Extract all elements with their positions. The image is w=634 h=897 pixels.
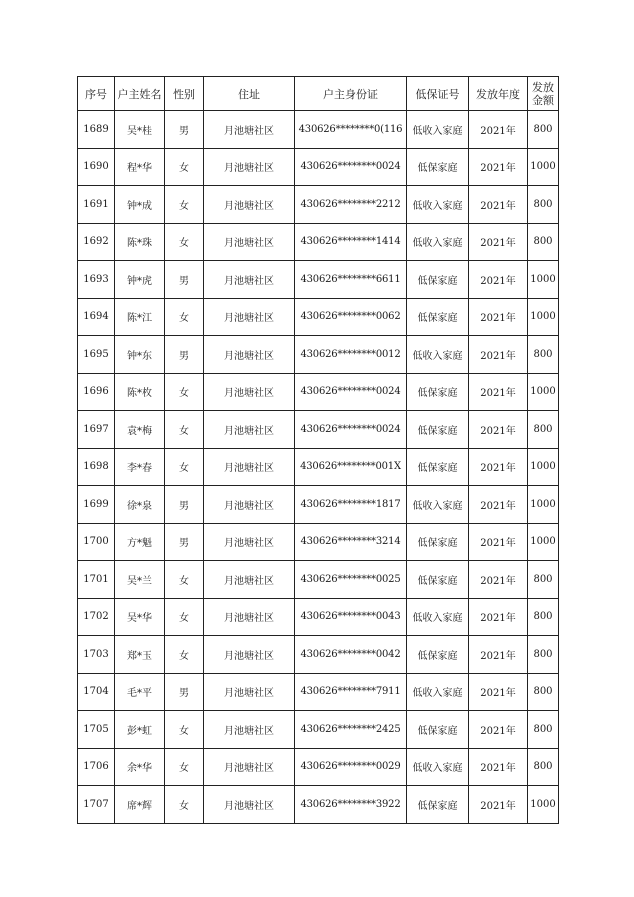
cell-issue-year: 2021年 <box>469 411 528 449</box>
cell-id-number: 430626********2425 <box>295 711 407 749</box>
cell-address: 月池塘社区 <box>204 223 295 261</box>
cell-householder-name: 钟*虎 <box>115 261 165 299</box>
cell-address: 月池塘社区 <box>204 711 295 749</box>
cell-issue-year: 2021年 <box>469 448 528 486</box>
cell-address: 月池塘社区 <box>204 448 295 486</box>
cell-gender: 男 <box>165 261 204 299</box>
cell-householder-name: 陈*珠 <box>115 223 165 261</box>
cell-gender: 男 <box>165 111 204 149</box>
table-row <box>78 261 559 299</box>
cell-issue-year: 2021年 <box>469 711 528 749</box>
table-row <box>78 486 559 524</box>
cell-householder-name: 李*春 <box>115 448 165 486</box>
table-row <box>78 298 559 336</box>
cell-gender: 女 <box>165 411 204 449</box>
cell-householder-name: 方*魁 <box>115 523 165 561</box>
cell-address: 月池塘社区 <box>204 786 295 824</box>
cell-gender: 女 <box>165 786 204 824</box>
cell-certificate-no: 低保家庭 <box>407 148 469 186</box>
table-row <box>78 636 559 674</box>
cell-gender: 女 <box>165 748 204 786</box>
cell-gender: 女 <box>165 636 204 674</box>
cell-id-number: 430626********0043 <box>295 598 407 636</box>
cell-householder-name: 钟*成 <box>115 186 165 224</box>
table-row <box>78 561 559 599</box>
header-issue-year: 发放年度 <box>469 77 528 111</box>
cell-serial-no: 1694 <box>78 298 115 336</box>
header-id-number: 户主身份证 <box>295 77 407 111</box>
cell-certificate-no: 低收入家庭 <box>407 336 469 374</box>
cell-certificate-no: 低保家庭 <box>407 411 469 449</box>
table-row <box>78 148 559 186</box>
cell-certificate-no: 低收入家庭 <box>407 111 469 149</box>
cell-address: 月池塘社区 <box>204 636 295 674</box>
cell-id-number: 430626********0012 <box>295 336 407 374</box>
cell-id-number: 430626********0029 <box>295 748 407 786</box>
cell-address: 月池塘社区 <box>204 186 295 224</box>
cell-address: 月池塘社区 <box>204 411 295 449</box>
cell-issue-year: 2021年 <box>469 786 528 824</box>
table-row <box>78 411 559 449</box>
cell-address: 月池塘社区 <box>204 373 295 411</box>
cell-address: 月池塘社区 <box>204 336 295 374</box>
cell-gender: 女 <box>165 561 204 599</box>
cell-serial-no: 1699 <box>78 486 115 524</box>
cell-issue-year: 2021年 <box>469 186 528 224</box>
table-row <box>78 673 559 711</box>
cell-serial-no: 1697 <box>78 411 115 449</box>
cell-id-number: 430626********001X <box>295 448 407 486</box>
cell-gender: 女 <box>165 598 204 636</box>
cell-id-number: 430626********0024 <box>295 411 407 449</box>
header-certificate-no: 低保证号 <box>407 77 469 111</box>
cell-address: 月池塘社区 <box>204 598 295 636</box>
cell-address: 月池塘社区 <box>204 261 295 299</box>
cell-issue-amount: 1000 <box>528 261 559 299</box>
cell-issue-year: 2021年 <box>469 336 528 374</box>
cell-issue-amount: 1000 <box>528 148 559 186</box>
table-row <box>78 748 559 786</box>
cell-certificate-no: 低保家庭 <box>407 711 469 749</box>
cell-gender: 女 <box>165 223 204 261</box>
cell-issue-year: 2021年 <box>469 298 528 336</box>
cell-householder-name: 袁*梅 <box>115 411 165 449</box>
table-row <box>78 111 559 149</box>
cell-certificate-no: 低收入家庭 <box>407 186 469 224</box>
cell-issue-amount: 1000 <box>528 486 559 524</box>
cell-id-number: 430626********0024 <box>295 373 407 411</box>
cell-issue-year: 2021年 <box>469 148 528 186</box>
table-row <box>78 711 559 749</box>
cell-address: 月池塘社区 <box>204 486 295 524</box>
cell-issue-amount: 800 <box>528 636 559 674</box>
table-row <box>78 223 559 261</box>
cell-issue-year: 2021年 <box>469 636 528 674</box>
cell-address: 月池塘社区 <box>204 748 295 786</box>
cell-householder-name: 吴*桂 <box>115 111 165 149</box>
cell-householder-name: 吴*兰 <box>115 561 165 599</box>
subsidy-roster-table <box>77 76 559 824</box>
cell-certificate-no: 低保家庭 <box>407 636 469 674</box>
table-body <box>78 111 559 824</box>
cell-address: 月池塘社区 <box>204 673 295 711</box>
cell-issue-amount: 800 <box>528 411 559 449</box>
cell-householder-name: 徐*泉 <box>115 486 165 524</box>
cell-issue-amount: 1000 <box>528 786 559 824</box>
cell-serial-no: 1706 <box>78 748 115 786</box>
cell-householder-name: 钟*东 <box>115 336 165 374</box>
cell-householder-name: 彭*虹 <box>115 711 165 749</box>
cell-issue-amount: 800 <box>528 186 559 224</box>
header-gender: 性别 <box>165 77 204 111</box>
cell-gender: 男 <box>165 673 204 711</box>
cell-householder-name: 程*华 <box>115 148 165 186</box>
cell-id-number: 430626********7911 <box>295 673 407 711</box>
cell-serial-no: 1691 <box>78 186 115 224</box>
table-row <box>78 598 559 636</box>
cell-gender: 女 <box>165 298 204 336</box>
cell-householder-name: 吴*华 <box>115 598 165 636</box>
cell-gender: 女 <box>165 186 204 224</box>
cell-serial-no: 1701 <box>78 561 115 599</box>
cell-address: 月池塘社区 <box>204 561 295 599</box>
table-row <box>78 523 559 561</box>
cell-serial-no: 1693 <box>78 261 115 299</box>
table-row <box>78 186 559 224</box>
cell-certificate-no: 低保家庭 <box>407 261 469 299</box>
cell-id-number: 430626********0042 <box>295 636 407 674</box>
cell-address: 月池塘社区 <box>204 298 295 336</box>
cell-id-number: 430626********0025 <box>295 561 407 599</box>
cell-issue-year: 2021年 <box>469 748 528 786</box>
cell-householder-name: 席*辉 <box>115 786 165 824</box>
cell-id-number: 430626********0(116 <box>295 111 407 149</box>
cell-serial-no: 1690 <box>78 148 115 186</box>
cell-issue-amount: 1000 <box>528 448 559 486</box>
cell-serial-no: 1704 <box>78 673 115 711</box>
cell-issue-amount: 800 <box>528 561 559 599</box>
cell-certificate-no: 低收入家庭 <box>407 223 469 261</box>
cell-issue-year: 2021年 <box>469 373 528 411</box>
cell-certificate-no: 低保家庭 <box>407 786 469 824</box>
table-row <box>78 448 559 486</box>
cell-id-number: 430626********1414 <box>295 223 407 261</box>
cell-serial-no: 1702 <box>78 598 115 636</box>
cell-issue-amount: 800 <box>528 711 559 749</box>
cell-certificate-no: 低保家庭 <box>407 448 469 486</box>
cell-address: 月池塘社区 <box>204 148 295 186</box>
cell-id-number: 430626********0024 <box>295 148 407 186</box>
table-row <box>78 373 559 411</box>
cell-gender: 男 <box>165 336 204 374</box>
cell-issue-amount: 1000 <box>528 373 559 411</box>
cell-id-number: 430626********6611 <box>295 261 407 299</box>
header-address: 住址 <box>204 77 295 111</box>
cell-certificate-no: 低收入家庭 <box>407 748 469 786</box>
cell-householder-name: 郑*玉 <box>115 636 165 674</box>
cell-id-number: 430626********0062 <box>295 298 407 336</box>
cell-issue-year: 2021年 <box>469 486 528 524</box>
cell-issue-year: 2021年 <box>469 261 528 299</box>
cell-issue-amount: 1000 <box>528 523 559 561</box>
cell-serial-no: 1698 <box>78 448 115 486</box>
cell-issue-year: 2021年 <box>469 223 528 261</box>
header-serial-no: 序号 <box>78 77 115 111</box>
cell-serial-no: 1689 <box>78 111 115 149</box>
cell-serial-no: 1700 <box>78 523 115 561</box>
cell-serial-no: 1692 <box>78 223 115 261</box>
cell-issue-amount: 1000 <box>528 298 559 336</box>
cell-gender: 男 <box>165 486 204 524</box>
cell-issue-year: 2021年 <box>469 111 528 149</box>
cell-certificate-no: 低收入家庭 <box>407 673 469 711</box>
table-row <box>78 336 559 374</box>
cell-issue-year: 2021年 <box>469 673 528 711</box>
cell-address: 月池塘社区 <box>204 523 295 561</box>
cell-id-number: 430626********3922 <box>295 786 407 824</box>
cell-address: 月池塘社区 <box>204 111 295 149</box>
cell-gender: 女 <box>165 711 204 749</box>
cell-serial-no: 1705 <box>78 711 115 749</box>
cell-issue-amount: 800 <box>528 673 559 711</box>
header-issue-amount: 发放金额 <box>528 77 559 111</box>
cell-certificate-no: 低保家庭 <box>407 373 469 411</box>
header-row <box>78 77 559 111</box>
cell-issue-amount: 800 <box>528 223 559 261</box>
cell-certificate-no: 低保家庭 <box>407 523 469 561</box>
cell-serial-no: 1695 <box>78 336 115 374</box>
cell-certificate-no: 低收入家庭 <box>407 486 469 524</box>
cell-certificate-no: 低保家庭 <box>407 298 469 336</box>
cell-serial-no: 1707 <box>78 786 115 824</box>
cell-householder-name: 毛*平 <box>115 673 165 711</box>
cell-issue-amount: 800 <box>528 748 559 786</box>
cell-id-number: 430626********3214 <box>295 523 407 561</box>
cell-issue-year: 2021年 <box>469 561 528 599</box>
cell-serial-no: 1696 <box>78 373 115 411</box>
cell-gender: 女 <box>165 373 204 411</box>
cell-gender: 女 <box>165 148 204 186</box>
cell-gender: 男 <box>165 523 204 561</box>
cell-serial-no: 1703 <box>78 636 115 674</box>
cell-certificate-no: 低收入家庭 <box>407 598 469 636</box>
cell-householder-name: 陈*枚 <box>115 373 165 411</box>
table-row <box>78 786 559 824</box>
cell-householder-name: 陈*江 <box>115 298 165 336</box>
cell-certificate-no: 低保家庭 <box>407 561 469 599</box>
cell-issue-year: 2021年 <box>469 598 528 636</box>
cell-householder-name: 余*华 <box>115 748 165 786</box>
cell-id-number: 430626********1817 <box>295 486 407 524</box>
cell-issue-year: 2021年 <box>469 523 528 561</box>
cell-issue-amount: 800 <box>528 111 559 149</box>
cell-issue-amount: 800 <box>528 598 559 636</box>
cell-id-number: 430626********2212 <box>295 186 407 224</box>
cell-gender: 女 <box>165 448 204 486</box>
header-householder-name: 户主姓名 <box>115 77 165 111</box>
cell-issue-amount: 800 <box>528 336 559 374</box>
